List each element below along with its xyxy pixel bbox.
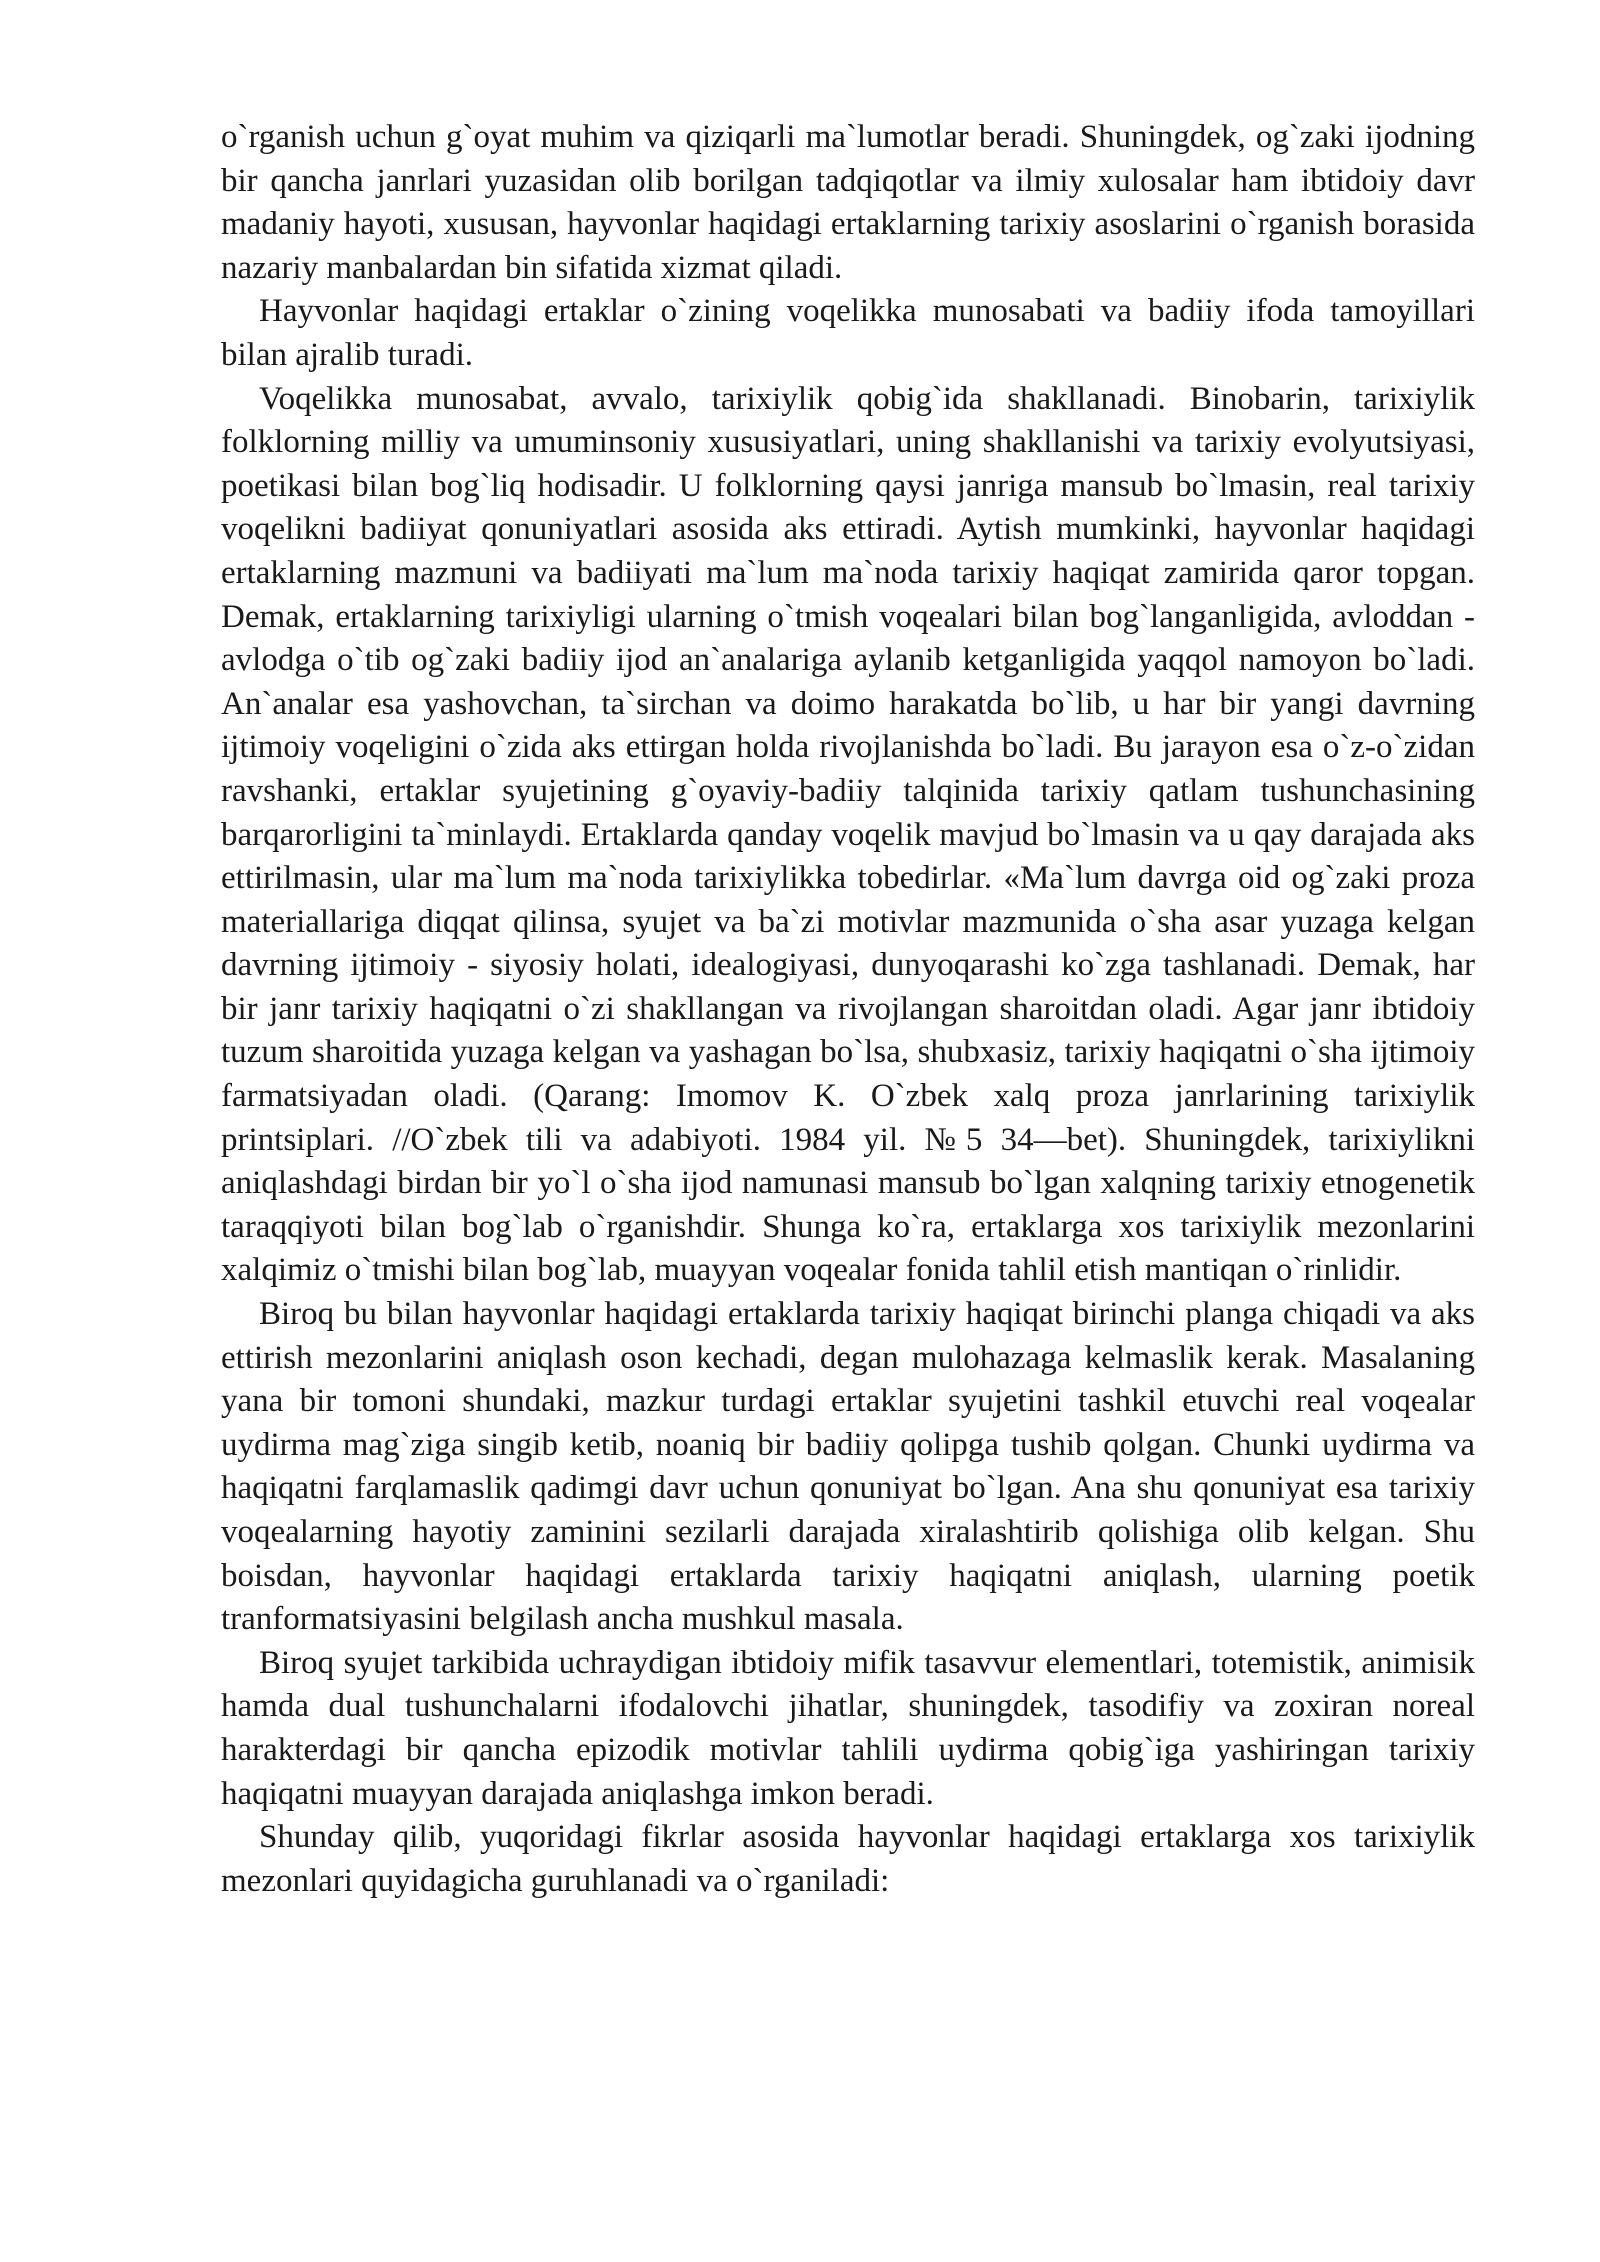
- paragraph: Biroq bu bilan hayvonlar haqidagi ertaklarda tarixiy haqiqat birinchi planga chiqadi va aks ettirish mezonlarini aniqlash oson kechadi, degan mulohazaga kelmaslik kerak. Masalaning yana bir tomoni shundaki, mazkur turdagi ertaklar syujetini tashkil etuvchi real voqealar uydirma mag`ziga singib ketib, noaniq bir badiiy qolipga tushib qolgan. Chunki uydirma va haqiqatni farqlamaslik qadimgi davr uchun qonuniyat bo`lgan. Ana shu qonuniyat esa tarixiy voqealarning hayotiy zaminini sezilarli darajada xiralashtirib qolishiga olib kelgan. Shu boisdan, hayvonlar haqidagi ertaklarda tarixiy haqiqatni aniqlash, ularning poetik tranformatsiyasini belgilash ancha mushkul masala.: [221, 1296, 1475, 1638]
- paragraph: Voqelikka munosabat, avvalo, tarixiylik qobig`ida shakllanadi. Binobarin, tarixiylik folklorning milliy va umuminsoniy xususiyatlari, uning shakllanishi va tarixiy evolyutsiyasi, poetikasi bilan bog`liq hodisadir. U folklorning qaysi janriga mansub bo`lmasin, real tarixiy voqelikni badiiyat qonuniyatlari asosida aks ettiradi. Aytish mumkinki, hayvonlar haqidagi ertaklarning mazmuni va badiiyati ma`lum ma`noda tarixiy haqiqat zamirida qaror topgan. Demak, ertaklarning tarixiyligi ularning o`tmish voqealari bilan bog`langanligida, avloddan - avlodga o`tib og`zaki badiiy ijod an`analariga aylanib ketganligida yaqqol namoyon bo`ladi. An`analar esa yashovchan, ta`sirchan va doimo harakatda bo`lib, u har bir yangi davrning ijtimoiy voqeligini o`zida aks ettirgan holda rivojlanishda bo`ladi. Bu jarayon esa o`z-o`zidan ravshanki, ertaklar syujetining g`oyaviy-badiiy talqinida tarixiy qatlam tushunchasining barqarorligini ta`minlaydi. Ertaklarda qanday voqelik mavjud bo`lmasin va u qay darajada aks ettirilmasin, ular ma`lum ma`noda tarixiylikka tobedirlar. «Ma`lum davrga oid og`zaki proza materiallariga diqqat qilinsa, syujet va ba`zi motivlar mazmunida o`sha asar yuzaga kelgan davrning ijtimoiy - siyosiy holati, idealogiyasi, dunyoqarashi ko`zga tashlanadi. Demak, har bir janr tarixiy haqiqatni o`zi shakllangan va rivojlangan sharoitdan oladi. Agar janr ibtidoiy tuzum sharoitida yuzaga kelgan va yashagan bo`lsa, shubxasiz, tarixiy haqiqatni o`sha ijtimoiy farmatsiyadan oladi. (Qarang: Imomov K. O`zbek xalq proza janrlarining tarixiylik printsiplari. //O`zbek tili va adabiyoti. 1984 yil. №5 34—bet). Shuningdek, tarixiylikni aniqlashdagi birdan bir yo`l o`sha ijod namunasi mansub bo`lgan xalqning tarixiy etnogenetik taraqqiyoti bilan bog`lab o`rganishdir. Shunga ko`ra, ertaklarga xos tarixiylik mezonlarini xalqimiz o`tmishi bilan bog`lab, muayyan voqealar fonida tahlil etish mantiqan o`rinlidir.: [221, 380, 1475, 1289]
- paragraph-continuation: o`rganish uchun g`oyat muhim va qiziqarli ma`lumotlar beradi. Shuningdek, og`zaki ijodning bir qancha janrlari yuzasidan olib borilgan tadqiqotlar va ilmiy xulosalar ham ibtidoiy davr madaniy hayoti, xususan, hayvonlar haqidagi ertaklarning tarixiy asoslarini o`rganish borasida nazariy manbalardan bin sifatida xizmat qiladi.: [221, 119, 1475, 286]
- paragraph: Shunday qilib, yuqoridagi fikrlar asosida hayvonlar haqidagi ertaklarga xos tarixiylik mezonlari quyidagicha guruhlanadi va o`rganiladi:: [221, 1819, 1475, 1899]
- paragraph: Hayvonlar haqidagi ertaklar o`zining voqelikka munosabati va badiiy ifoda tamoyillari bilan ajralib turadi.: [221, 293, 1475, 373]
- paragraph: Biroq syujet tarkibida uchraydigan ibtidoiy mifik tasavvur elementlari, totemistik, animisik hamda dual tushunchalarni ifodalovchi jihatlar, shuningdek, tasodifiy va zoxiran noreal harakterdagi bir qancha epizodik motivlar tahlili uydirma qobig`iga yashiringan tarixiy haqiqatni muayyan darajada aniqlashga imkon beradi.: [221, 1644, 1475, 1812]
- document-page: [221, 116, 1475, 1903]
